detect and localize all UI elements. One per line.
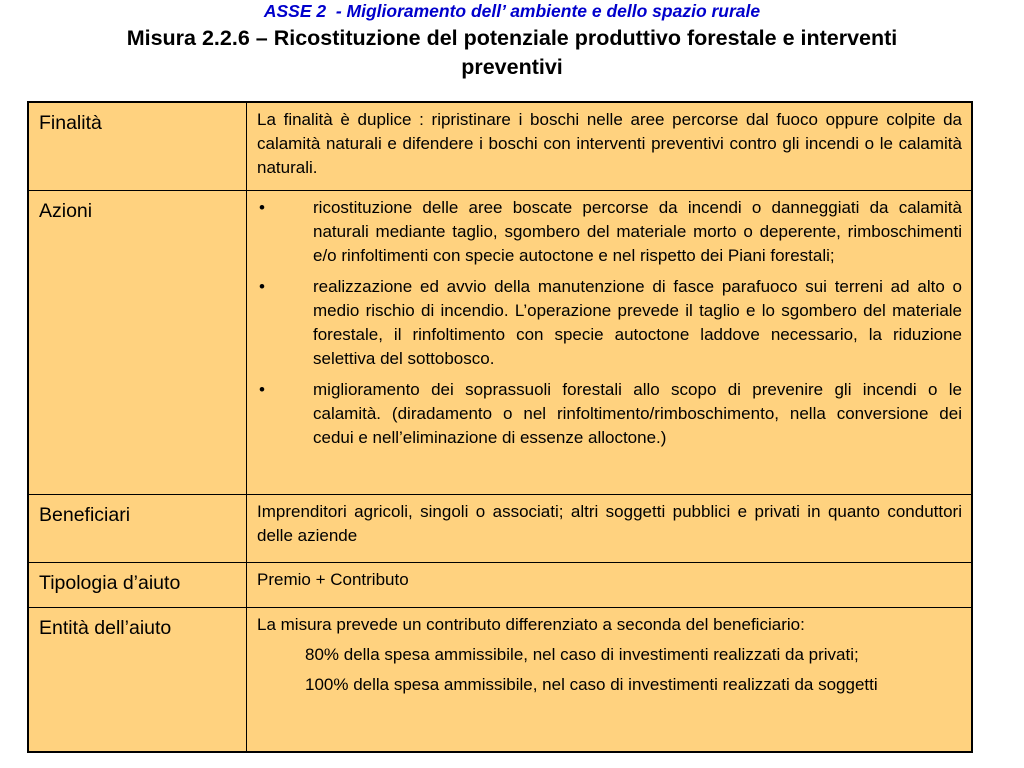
label-beneficiari: Beneficiari [28, 494, 247, 562]
row-entita [28, 607, 972, 752]
row-azioni [28, 190, 972, 494]
bullet-icon: • [259, 197, 265, 217]
row-beneficiari [28, 494, 972, 562]
azioni-item-text: realizzazione ed avvio della manutenzione di fasce parafuoco sui terreni ad alto o medio rischio di incendio. L’operazione prevede il taglio e lo sgombero del materiale forestale, il rinfoltimento con specie autoctone laddove necessario, la riduzione selettiva del sottobosco. [313, 276, 962, 368]
content-finalita: La finalità è duplice : ripristinare i boschi nelle aree percorse dal fuoco oppure colpite da calamità naturali e difendere i boschi con interventi preventivi contro gli incendi o le calamità naturali. [247, 102, 973, 190]
entita-intro: La misura prevede un contributo differenziato a seconda del beneficiario: [257, 614, 805, 634]
content-azioni [247, 190, 973, 494]
content-beneficiari: Imprenditori agricoli, singoli o associati; altri soggetti pubblici e privati in quanto conduttori delle aziende [247, 494, 973, 562]
azioni-item [257, 378, 962, 450]
measure-table [27, 101, 973, 753]
entita-item-privati: 80% della spesa ammissibile, nel caso di investimenti realizzati da privati; [305, 644, 859, 664]
content-entita [247, 607, 973, 752]
row-tipologia [28, 562, 972, 607]
slide-header [0, 0, 1024, 82]
azioni-item [257, 275, 962, 371]
row-finalita [28, 102, 972, 190]
azioni-list [257, 196, 962, 450]
label-azioni: Azioni [28, 190, 247, 494]
bullet-icon: • [259, 276, 265, 296]
axis-subtitle: ASSE 2 - Miglioramento dell’ ambiente e dello spazio rurale [263, 1, 761, 21]
measure-title: Misura 2.2.6 – Ricostituzione del potenziale produttivo forestale e interventi preventivi [126, 26, 898, 79]
label-finalita: Finalità [28, 102, 247, 190]
bullet-icon: • [259, 379, 265, 399]
label-tipologia: Tipologia d’aiuto [28, 562, 247, 607]
label-entita: Entità dell’aiuto [28, 607, 247, 752]
content-tipologia: Premio + Contributo [247, 562, 973, 607]
entita-item-soggetti: 100% della spesa ammissibile, nel caso di investimenti realizzati da soggetti [305, 674, 878, 694]
azioni-item-text: ricostituzione delle aree boscate percorse da incendi o danneggiati da calamità naturali mediante taglio, sgombero del materiale morto o deperente, rimboschimenti e/o rinfoltimenti con specie autoctone e nel rispetto dei Piani forestali; [313, 197, 962, 265]
azioni-item [257, 196, 962, 268]
azioni-item-text: miglioramento dei soprassuoli forestali allo scopo di prevenire gli incendi o le calamità. (diradamento o nel rinfoltimento/rimboschimento, nella conversione dei cedui e nell’eliminazione di essenze alloctone.) [313, 379, 962, 447]
